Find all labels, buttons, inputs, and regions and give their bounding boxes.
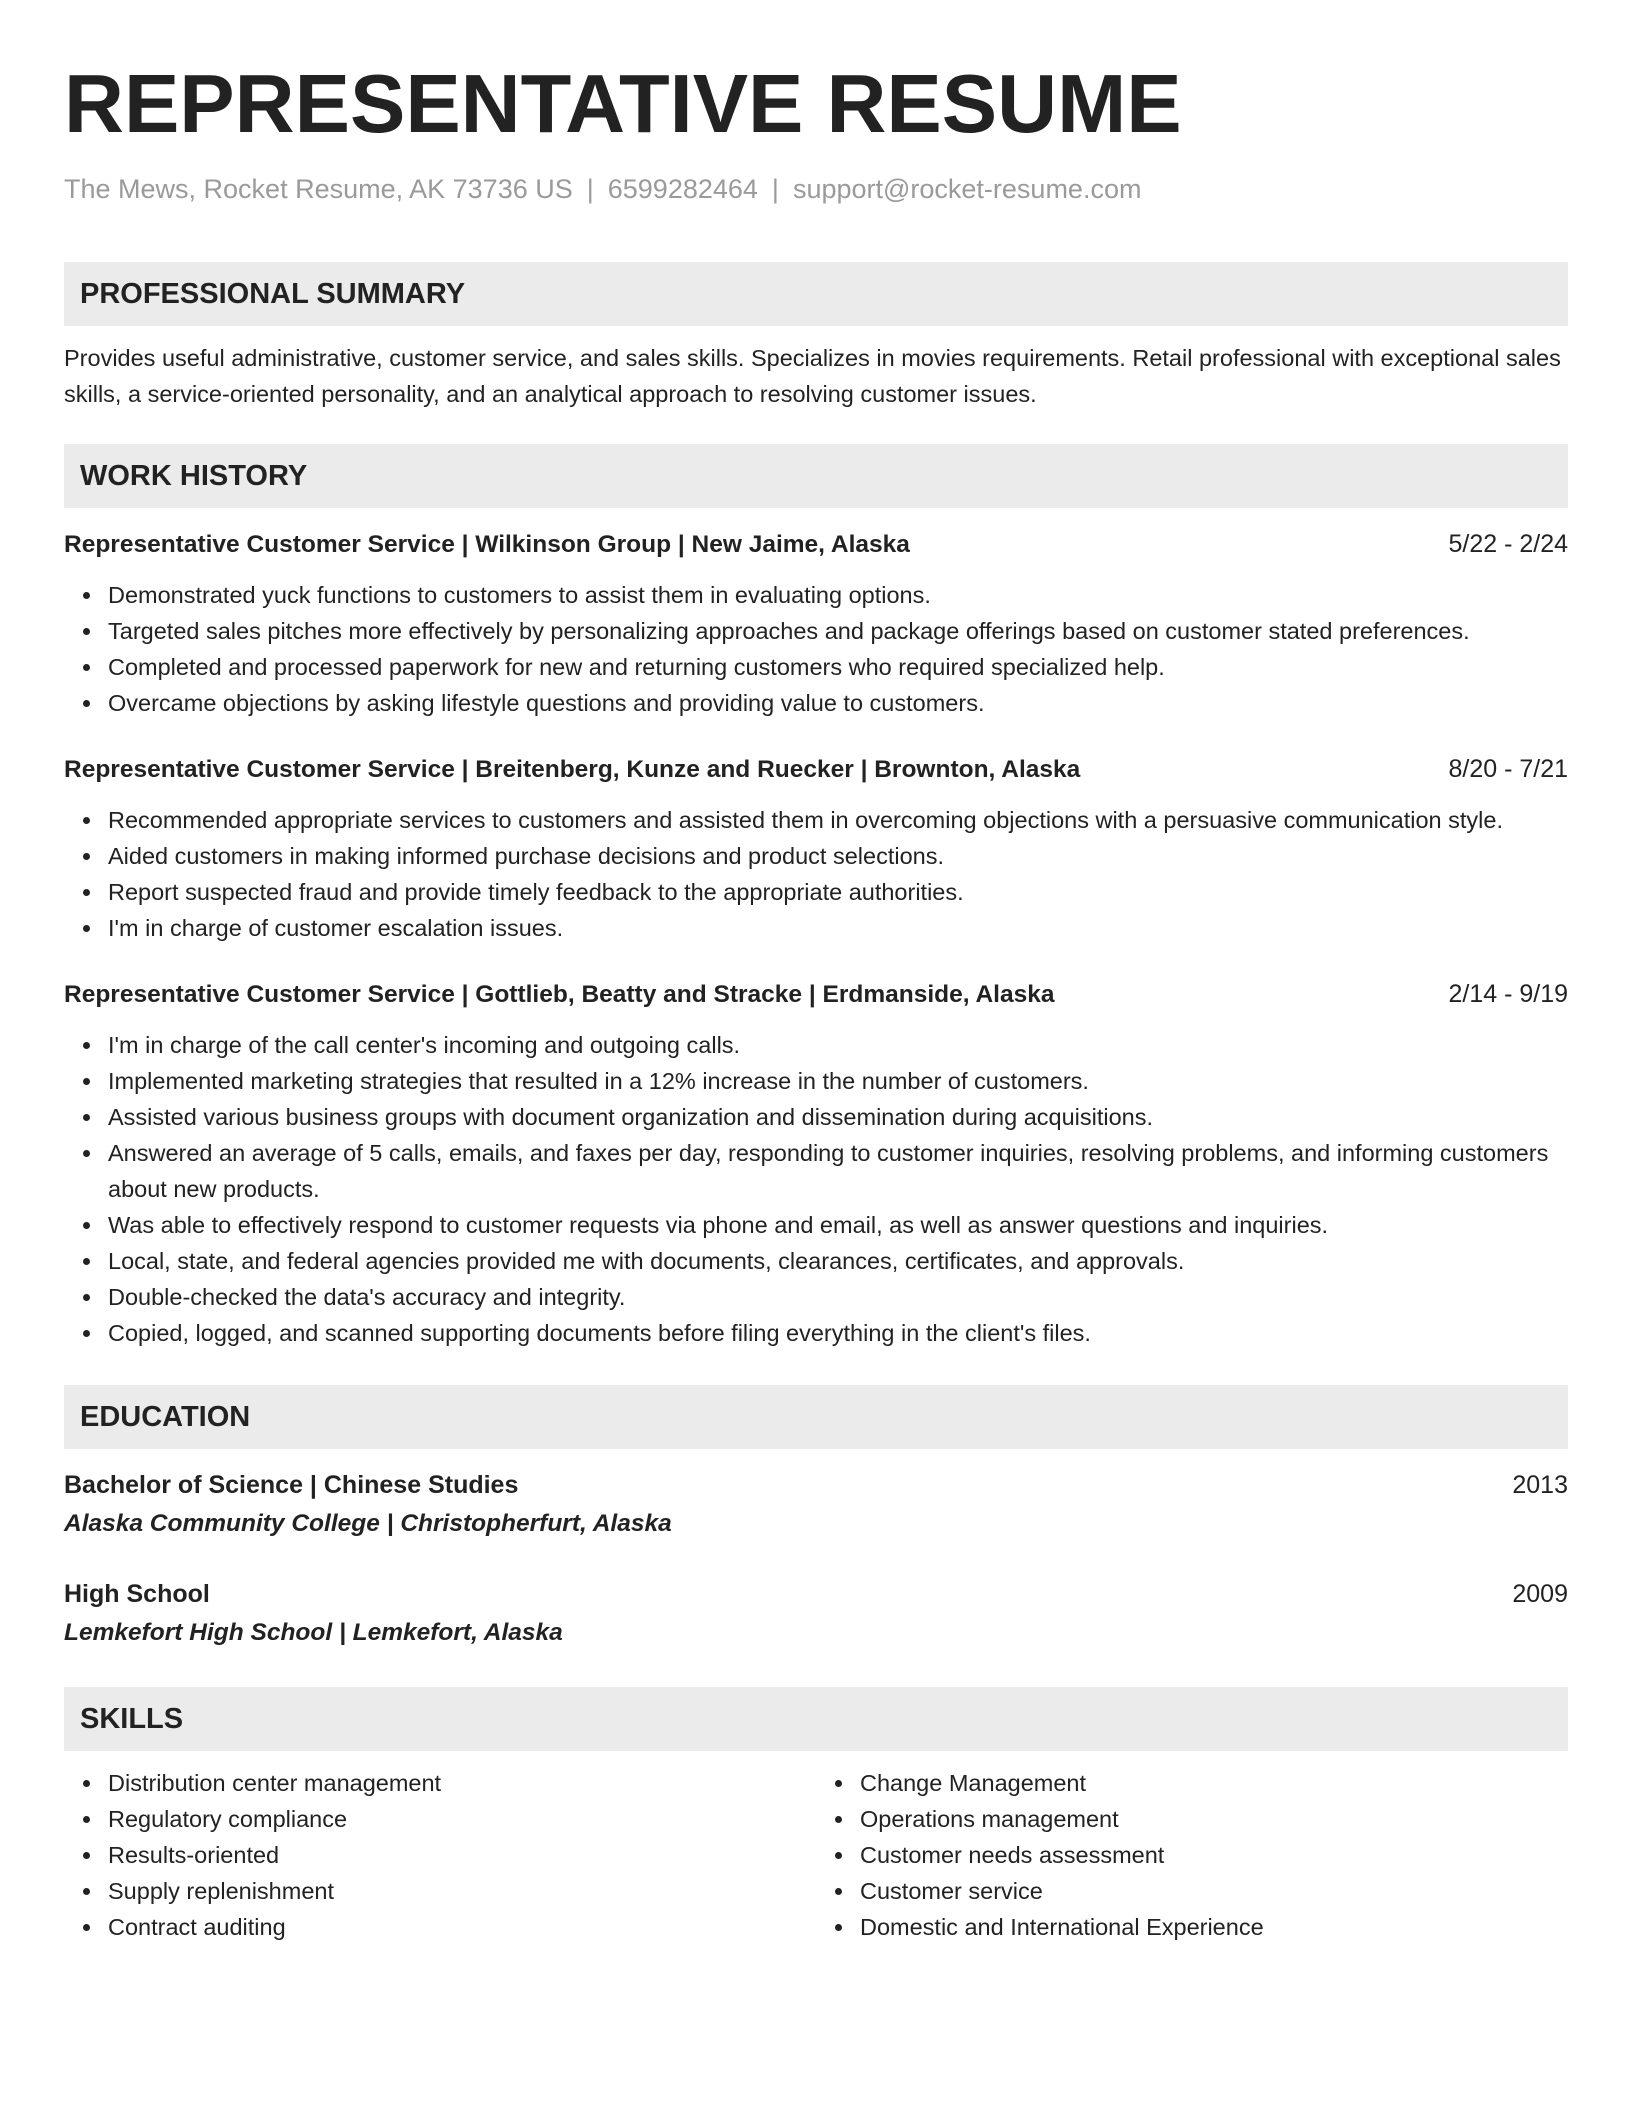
job-title: Representative Customer Service | Gottlieb, Beatty and Stracke | Erdmanside, Alaska xyxy=(64,981,1055,1008)
job-header xyxy=(64,751,1568,788)
contact-email: support@rocket-resume.com xyxy=(792,174,1142,204)
skills-list xyxy=(816,1765,1568,1945)
education-degree: High School xyxy=(64,1580,210,1608)
job-bullet: Targeted sales pitches more effectively by personalizing approaches and package offerings based on customer stated preferences. xyxy=(108,613,1568,649)
job-bullet: Aided customers in making informed purchase decisions and product selections. xyxy=(108,838,1568,874)
job-bullet: I'm in charge of customer escalation issues. xyxy=(108,910,1568,946)
skill-item: Change Management xyxy=(860,1765,1568,1801)
job-header xyxy=(64,976,1568,1013)
contact-phone: 6599282464 xyxy=(607,174,758,204)
skill-item: Regulatory compliance xyxy=(108,1801,816,1837)
job-entry xyxy=(64,526,1568,721)
job-title: Representative Customer Service | Wilkinson Group | New Jaime, Alaska xyxy=(64,531,910,558)
section-heading-skills: SKILLS xyxy=(64,1687,1568,1751)
job-bullet: I'm in charge of the call center's incoming and outgoing calls. xyxy=(108,1027,1568,1063)
education-degree: Bachelor of Science | Chinese Studies xyxy=(64,1471,519,1499)
section-heading-summary: PROFESSIONAL SUMMARY xyxy=(64,262,1568,326)
skill-item: Contract auditing xyxy=(108,1909,816,1945)
education-school: Alaska Community College | Christopherfurt, Alaska xyxy=(64,1510,672,1537)
job-bullet: Completed and processed paperwork for new and returning customers who required specialized help. xyxy=(108,649,1568,685)
job-bullet: Answered an average of 5 calls, emails, and faxes per day, responding to customer inquiries, resolving problems, and informing customers about new products. xyxy=(108,1135,1568,1207)
education-header xyxy=(64,1467,1568,1503)
contact-separator: | xyxy=(771,174,779,204)
job-bullet: Double-checked the data's accuracy and integrity. xyxy=(108,1279,1568,1315)
education-year: 2013 xyxy=(1512,1471,1568,1499)
skill-item: Operations management xyxy=(860,1801,1568,1837)
contact-separator: | xyxy=(586,174,594,204)
education-header xyxy=(64,1576,1568,1612)
job-bullet: Recommended appropriate services to customers and assisted them in overcoming objections with a persuasive communication style. xyxy=(108,802,1568,838)
job-bullet: Local, state, and federal agencies provided me with documents, clearances, certificates, and approvals. xyxy=(108,1243,1568,1279)
skills-column-left xyxy=(64,1765,816,1945)
section-heading-education: EDUCATION xyxy=(64,1385,1568,1449)
contact-line xyxy=(64,172,1568,206)
job-bullet: Demonstrated yuck functions to customers to assist them in evaluating options. xyxy=(108,577,1568,613)
skill-item: Customer needs assessment xyxy=(860,1837,1568,1873)
job-bullet: Report suspected fraud and provide timely feedback to the appropriate authorities. xyxy=(108,874,1568,910)
education-entry xyxy=(64,1576,1568,1651)
job-dates: 2/14 - 9/19 xyxy=(1448,980,1568,1008)
skill-item: Domestic and International Experience xyxy=(860,1909,1568,1945)
job-header xyxy=(64,526,1568,563)
job-dates: 5/22 - 2/24 xyxy=(1448,530,1568,558)
skill-item: Customer service xyxy=(860,1873,1568,1909)
job-bullet: Was able to effectively respond to customer requests via phone and email, as well as answer questions and inquiries. xyxy=(108,1207,1568,1243)
job-bullets xyxy=(64,802,1568,946)
job-entry xyxy=(64,751,1568,946)
contact-address: The Mews, Rocket Resume, AK 73736 US xyxy=(64,174,573,204)
section-heading-work-history: WORK HISTORY xyxy=(64,444,1568,508)
job-bullet: Overcame objections by asking lifestyle questions and providing value to customers. xyxy=(108,685,1568,721)
skill-item: Distribution center management xyxy=(108,1765,816,1801)
skills-list xyxy=(64,1765,816,1945)
skills-grid xyxy=(64,1765,1568,1945)
education-school: Lemkefort High School | Lemkefort, Alaska xyxy=(64,1619,563,1646)
job-bullets xyxy=(64,577,1568,721)
job-dates: 8/20 - 7/21 xyxy=(1448,755,1568,783)
skill-item: Supply replenishment xyxy=(108,1873,816,1909)
job-entry xyxy=(64,976,1568,1351)
job-title: Representative Customer Service | Breitenberg, Kunze and Ruecker | Brownton, Alaska xyxy=(64,756,1081,783)
summary-text: Provides useful administrative, customer service, and sales skills. Specializes in movies requirements. Retail professional with exceptional sales skills, a service-oriented personality, and an analytical approach to resolving customer issues. xyxy=(64,345,1561,407)
skill-item: Results-oriented xyxy=(108,1837,816,1873)
job-bullets xyxy=(64,1027,1568,1351)
job-bullet: Assisted various business groups with document organization and dissemination during acquisitions. xyxy=(108,1099,1568,1135)
job-bullet: Implemented marketing strategies that resulted in a 12% increase in the number of customers. xyxy=(108,1063,1568,1099)
skills-column-right xyxy=(816,1765,1568,1945)
job-bullet: Copied, logged, and scanned supporting documents before filing everything in the client's files. xyxy=(108,1315,1568,1351)
resume-name: REPRESENTATIVE RESUME xyxy=(64,57,1182,150)
education-entry xyxy=(64,1467,1568,1542)
education-year: 2009 xyxy=(1512,1580,1568,1608)
